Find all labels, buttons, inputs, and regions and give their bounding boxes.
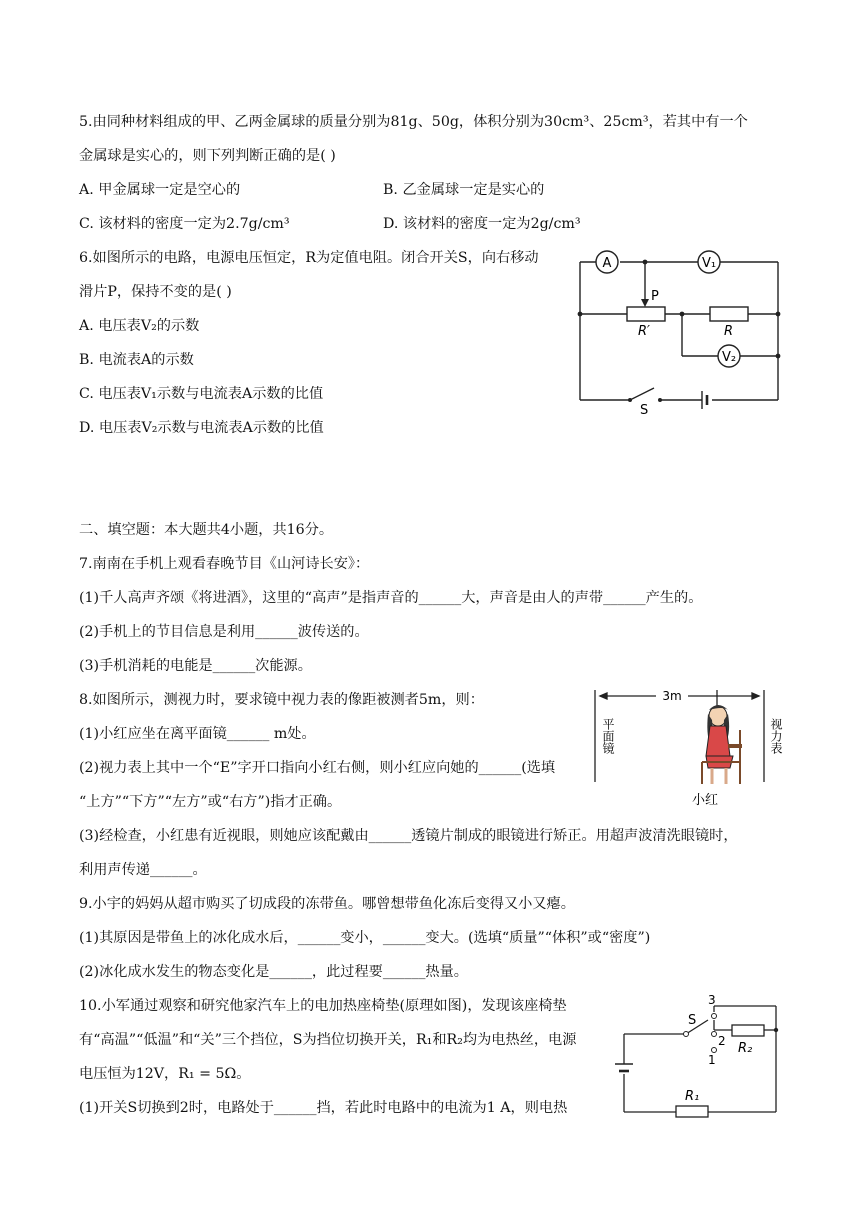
r1-label: R₁: [685, 1089, 700, 1104]
q10-heater-circuit: [610, 992, 790, 1122]
q8-part2-line1: (2)视力表上其中一个“E”字开口指向小红右侧，则小红应向她的______(选填: [79, 760, 556, 776]
q6-circuit-diagram: [570, 244, 790, 419]
q7-part3: (3)手机消耗的电能是______次能源。: [79, 658, 312, 674]
eye-chart-label: 视力表: [769, 718, 783, 754]
q8-part3-line1: (3)经检查，小红患有近视眼，则她应该配戴由______透镜片制成的眼镜进行矫正。用超声波清洗眼镜时，: [79, 828, 738, 844]
q8-stem: 8.如图所示，测视力时，要求镜中视力表的像距被测者5m，则：: [79, 692, 484, 708]
mirror-label: 平面镜: [601, 718, 615, 754]
q6-option-a: A. 电压表V₂的示数: [79, 318, 200, 334]
q5-option-c: C. 该材料的密度一定为2.7g/cm³: [79, 216, 290, 232]
girl-label: 小红: [692, 793, 719, 808]
ammeter-label: A: [602, 256, 612, 271]
r2-label: R₂: [738, 1041, 753, 1056]
terminal-1-label: 1: [708, 1053, 716, 1067]
rheostat-label: R′: [638, 324, 650, 339]
q9-part2: (2)冰化成水发生的物态变化是______，此过程要______热量。: [79, 964, 468, 980]
q7-stem: 7.南南在手机上观看春晚节目《山河诗长安》：: [79, 556, 370, 572]
q6-option-c: C. 电压表V₁示数与电流表A示数的比值: [79, 386, 324, 402]
q6-option-d: D. 电压表V₂示数与电流表A示数的比值: [79, 420, 324, 436]
q8-part1: (1)小红应坐在离平面镜______ m处。: [79, 726, 316, 742]
voltmeter1-label: V₁: [701, 256, 717, 271]
q7-part1: (1)千人高声齐颂《将进酒》，这里的“高声”是指声音的______大，声音是由人的声带______产生的。: [79, 590, 703, 606]
terminal-3-label: 3: [708, 993, 716, 1007]
q5-option-a: A. 甲金属球一定是空心的: [79, 182, 241, 198]
terminal-2-label: 2: [718, 1034, 726, 1048]
q10-line2: 有“高温”“低温”和“关”三个挡位，S为挡位切换开关，R₁和R₂均为电热丝，电源: [79, 1032, 577, 1048]
q6-option-b: B. 电流表A的示数: [79, 352, 194, 368]
section-2-heading: 二、填空题：本大题共4小题，共16分。: [79, 522, 334, 538]
girl-figure: [702, 705, 742, 784]
q9-part1: (1)其原因是带鱼上的冰化成水后，______变小，______变大。(选填“质量”“体积”或“密度”): [79, 930, 651, 946]
q10-line3: 电压恒为12V，R₁ = 5Ω。: [79, 1066, 251, 1082]
q10-line1: 10.小军通过观察和研究他家汽车上的电加热座椅垫(原理如图)，发现该座椅垫: [79, 998, 567, 1014]
q5-stem-line2: 金属球是实心的，则下列判断正确的是( ): [79, 148, 336, 164]
q8-part3-line2: 利用声传递______。: [79, 862, 207, 878]
q7-part2: (2)手机上的节目信息是利用______波传送的。: [79, 624, 369, 640]
resistor-label: R: [724, 324, 734, 339]
q9-stem: 9.小宇的妈妈从超市购买了切成段的冻带鱼。哪曾想带鱼化冻后变得又小又瘪。: [79, 896, 575, 912]
voltmeter2-label: V₂: [721, 350, 737, 365]
q5-stem-line1: 5.由同种材料组成的甲、乙两金属球的质量分别为81g、50g，体积分别为30cm³、25cm³，若其中有一个: [79, 114, 748, 130]
switch-s-label: S: [688, 1013, 697, 1028]
q10-line4: (1)开关S切换到2时，电路处于______挡，若此时电路中的电流为1 A，则电热: [79, 1100, 568, 1116]
slider-label: P: [651, 289, 659, 304]
q5-option-d: D. 该材料的密度一定为2g/cm³: [383, 216, 581, 232]
q8-part2-line2: “上方”“下方”“左方”或“右方”)指才正确。: [79, 794, 342, 810]
q5-option-b: B. 乙金属球一定是实心的: [383, 182, 545, 198]
q8-eye-test-figure: [588, 684, 788, 814]
distance-label: 3m: [662, 689, 682, 703]
switch-label: S: [640, 403, 649, 418]
q6-stem-line2: 滑片P，保持不变的是( ): [79, 284, 232, 300]
q6-stem-line1: 6.如图所示的电路，电源电压恒定，R为定值电阻。闭合开关S，向右移动: [79, 250, 539, 266]
